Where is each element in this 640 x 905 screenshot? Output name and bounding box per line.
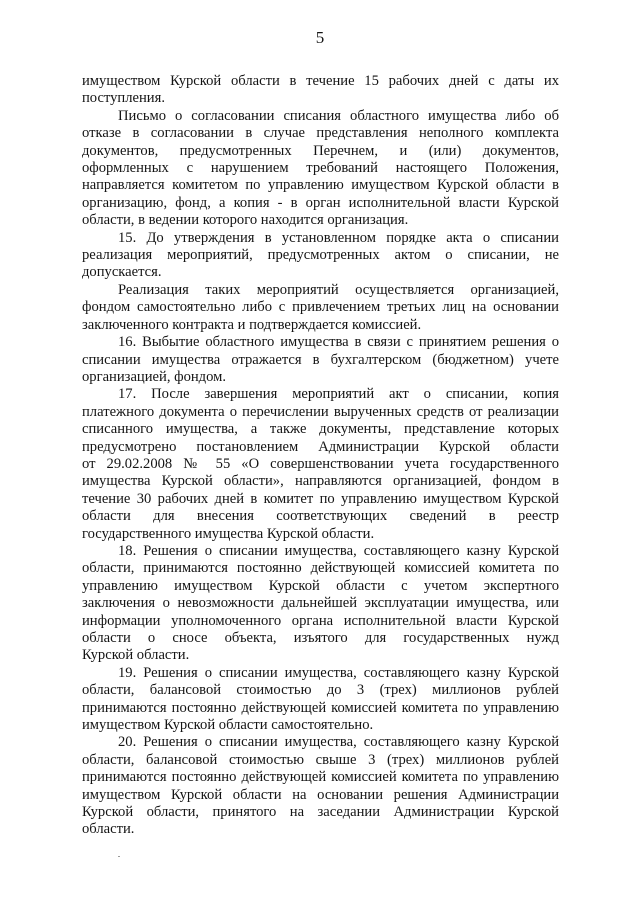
- paragraph-16: [82, 334, 559, 386]
- text-line: допускается.: [82, 264, 162, 281]
- text-line: от 29.02.2008 № 55 «О совершенствовании учета государственного: [82, 455, 559, 472]
- text-line: организацией, фондом.: [82, 368, 227, 385]
- text-line: управлению имуществом Курской области с учетом экспертного: [82, 577, 559, 594]
- text-line: Письмо о согласовании списания областного имущества либо об: [118, 107, 559, 124]
- text-line: заключенного контракта и подтверждается комиссией.: [82, 316, 422, 333]
- paragraph-15: [82, 230, 559, 282]
- text-line: области, принимаются постоянно действующей комиссией комитета по: [82, 560, 559, 577]
- text-line: поступления.: [82, 90, 165, 107]
- text-line: списанного имущества, а также документы, представление которых: [82, 421, 559, 438]
- paragraph-approval-letter: [82, 108, 559, 230]
- text-line: области, балансовой стоимостью свыше 3 (трех) миллионов рублей: [82, 751, 559, 768]
- text-line: принимаются постоянно действующей комиссией комитета по управлению: [82, 699, 559, 716]
- text-line: отказе в согласовании в случае представления неполного комплекта: [82, 125, 559, 142]
- text-line: имуществом Курской области на основании решения Администрации: [82, 786, 559, 803]
- text-line: 15. До утверждения в установленном порядке акта о списании: [118, 229, 559, 246]
- text-line: списании имущества отражается в бухгалтерском (бюджетном) учете: [82, 351, 559, 368]
- scan-speck: [118, 856, 120, 857]
- text-line: информации уполномоченного органа исполнительной власти Курской: [82, 612, 559, 629]
- paragraph-implementation: [82, 282, 559, 334]
- text-line: организацию, фонд, а копия - в орган исполнительной власти Курской: [82, 194, 559, 211]
- paragraph-continuation: [82, 73, 559, 108]
- text-line: документов, предусмотренных Перечнем, и (или) документов,: [82, 142, 559, 159]
- text-line: имуществом Курской области в течение 15 рабочих дней с даты их: [82, 73, 559, 89]
- text-line: области.: [82, 821, 135, 838]
- text-line: предусмотрено постановлением Администрации Курской области: [82, 438, 559, 455]
- text-line: Курской области, принятого на заседании Администрации Курской: [82, 804, 559, 821]
- text-line: направляется комитетом по управлению имуществом Курской области в: [82, 177, 559, 194]
- text-line: 16. Выбытие областного имущества в связи с принятием решения о: [118, 334, 559, 351]
- page-number: 5: [315, 28, 325, 47]
- text-line: реализация мероприятий, предусмотренных актом о списании, не: [82, 247, 559, 264]
- text-line: заключения о невозможности дальнейшей эксплуатации имущества, или: [82, 595, 559, 612]
- text-line: имуществом Курской области самостоятельно.: [82, 717, 374, 734]
- text-line: области для внесения соответствующих сведений в реестр: [82, 508, 559, 525]
- text-line: 20. Решения о списании имущества, составляющего казну Курской: [118, 734, 559, 751]
- text-line: оформленных с нарушением требований настоящего Положения,: [82, 160, 559, 177]
- paragraph-19: [82, 665, 559, 735]
- text-line: имущества Курской области», направляются организацией, фондом в: [82, 473, 559, 490]
- document-body: [82, 73, 559, 839]
- text-line: области, в ведении которого находится организация.: [82, 212, 409, 229]
- text-line: принимаются постоянно действующей комиссией комитета по управлению: [82, 769, 559, 786]
- text-line: государственного имущества Курской области.: [82, 525, 375, 542]
- text-line: области, балансовой стоимостью до 3 (трех) миллионов рублей: [82, 682, 559, 699]
- text-line: 17. После завершения мероприятий акт о списании, копия: [118, 386, 559, 403]
- text-line: течение 30 рабочих дней в комитет по управлению имуществом Курской: [82, 490, 559, 507]
- text-line: Реализация таких мероприятий осуществляется организацией,: [118, 281, 559, 298]
- paragraph-18: [82, 543, 559, 665]
- text-line: 19. Решения о списании имущества, составляющего казну Курской: [118, 664, 559, 681]
- text-line: Курской области.: [82, 647, 190, 664]
- text-line: 18. Решения о списании имущества, составляющего казну Курской: [118, 542, 559, 559]
- paragraph-17: [82, 386, 559, 543]
- text-line: платежного документа о перечислении вырученных средств от реализации: [82, 403, 559, 420]
- text-line: фондом самостоятельно либо с привлечением третьих лиц на основании: [82, 299, 559, 316]
- paragraph-20: [82, 734, 559, 838]
- text-line: области о сносе объекта, изъятого для государственных нужд: [82, 630, 559, 646]
